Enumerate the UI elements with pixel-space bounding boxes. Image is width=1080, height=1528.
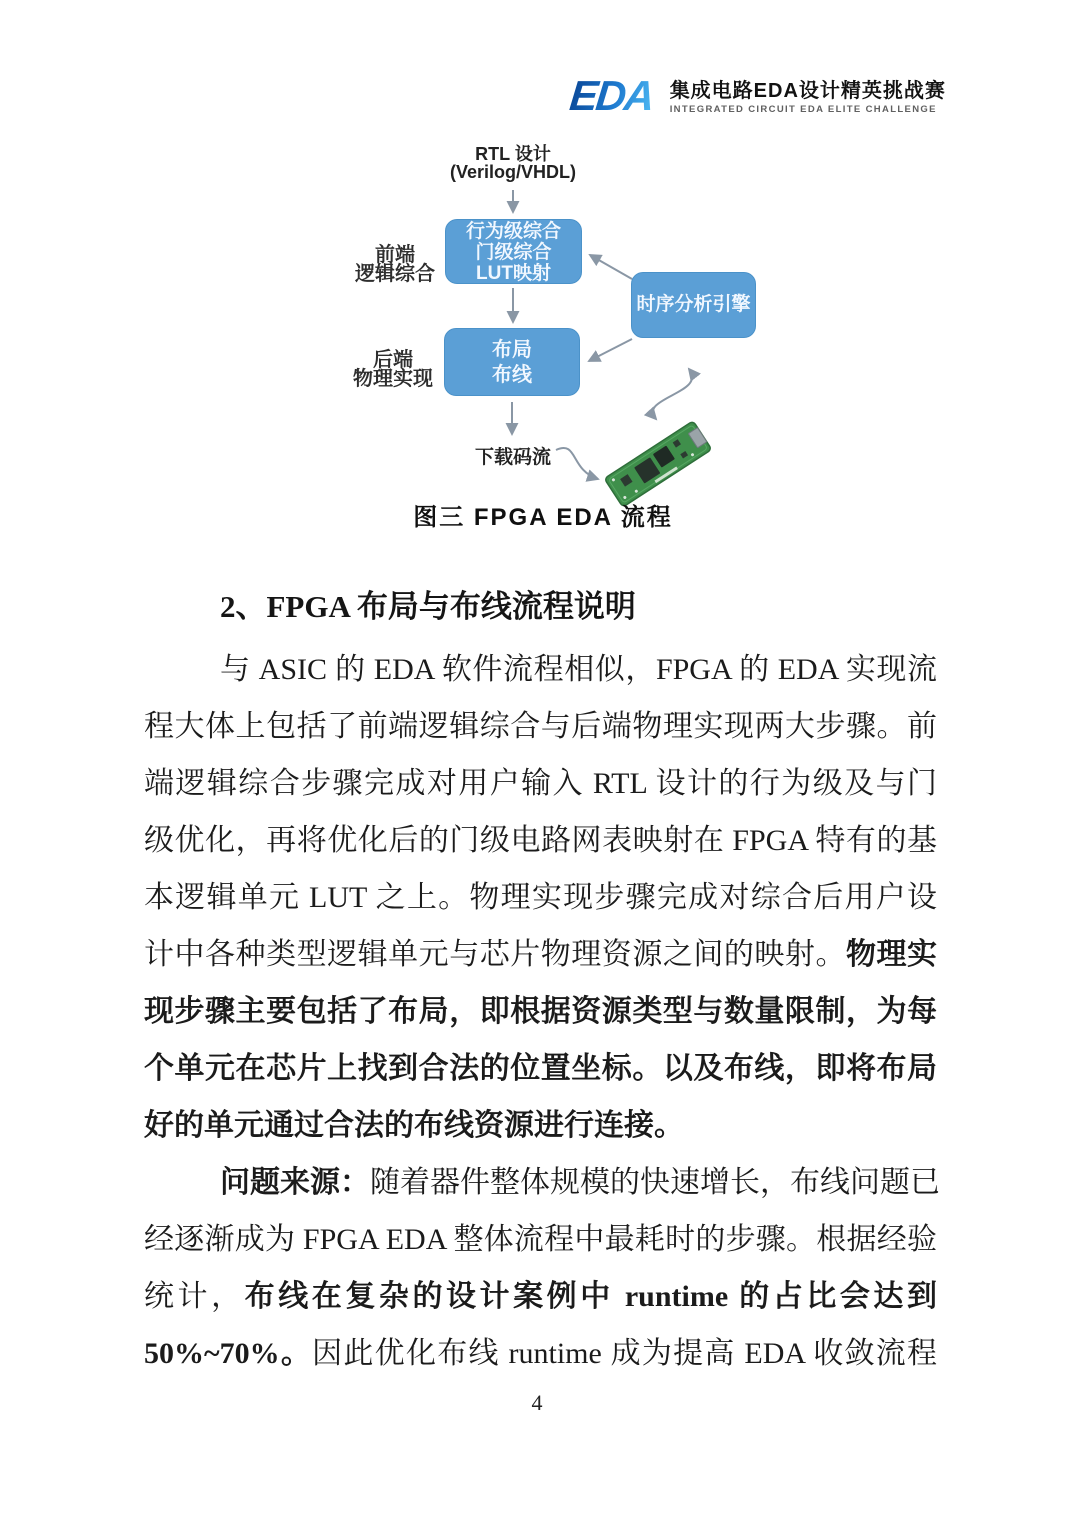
rtl-label-line2: (Verilog/VHDL)	[449, 162, 576, 182]
body-text-line: 50%~70%。因此优化布线 runtime 成为提高 EDA 收敛流程	[144, 1337, 937, 1370]
eda-logo: EDA	[567, 72, 656, 119]
body-text-line: 端逻辑综合步骤完成对用户输入 RTL 设计的行为级及与门	[144, 767, 937, 800]
fpga-board-image	[604, 421, 711, 507]
header-titles	[670, 76, 946, 115]
back-end-label	[343, 351, 443, 389]
body-text-line: 经逐渐成为 FPGA EDA 整体流程中最耗时的步骤。根据经验	[144, 1223, 937, 1256]
fpga-eda-flow-diagram	[340, 138, 800, 540]
body-text-line: 计中各种类型逻辑单元与芯片物理资源之间的映射。物理实	[144, 938, 938, 971]
header-title-cn: 集成电路EDA设计精英挑战赛	[669, 80, 946, 102]
arrow-board-timing-feedback	[653, 369, 693, 419]
body-text-line: 本逻辑单元 LUT 之上。物理实现步骤完成对综合后用户设	[144, 881, 937, 914]
arrow-timing-to-synthesis	[590, 255, 632, 279]
page-number: 4	[531, 1390, 543, 1415]
place-route-box-line1: 布局	[492, 339, 532, 361]
front-end-label	[345, 246, 445, 284]
body-text-line: 程大体上包括了前端逻辑综合与后端物理实现两大步骤。前	[144, 710, 937, 743]
synthesis-box-line3: LUT映射	[476, 263, 551, 284]
body-text-line: 现步骤主要包括了布局，即根据资源类型与数量限制，为每	[144, 995, 937, 1028]
synthesis-box	[445, 219, 582, 284]
rtl-design-label	[413, 145, 613, 181]
arrow-timing-to-pnr	[589, 339, 632, 361]
figure-caption: 图三 FPGA EDA 流程	[413, 504, 673, 531]
download-bitstream-label: 下载码流	[474, 447, 551, 468]
header-title-en: INTEGRATED CIRCUIT EDA ELITE CHALLENGE	[669, 104, 937, 115]
place-route-box-line2: 布线	[492, 364, 532, 386]
back-end-label-line1: 后端	[373, 349, 413, 371]
body-text-line: 个单元在芯片上找到合法的位置坐标。以及布线，即将布局	[144, 1052, 937, 1085]
body-text-line: 好的单元通过合法的布线资源进行连接。	[144, 1109, 684, 1142]
synthesis-box-line2: 门级综合	[475, 242, 552, 263]
back-end-label-line2: 物理实现	[353, 368, 433, 390]
header	[567, 72, 946, 119]
timing-analysis-box: 时序分析引擎	[631, 272, 756, 338]
place-route-box	[444, 328, 580, 396]
body-text-line: 与 ASIC 的 EDA 软件流程相似，FPGA 的 EDA 实现流	[220, 653, 937, 686]
front-end-label-line1: 前端	[375, 244, 415, 266]
body-text-line: 统计，布线在复杂的设计案例中 runtime 的占比会达到	[144, 1280, 937, 1313]
body-lines	[144, 641, 940, 1382]
front-end-label-line2: 逻辑综合	[355, 263, 435, 285]
synthesis-box-line1: 行为级综合	[465, 221, 561, 242]
body-text-line: 级优化，再将优化后的门级电路网表映射在 FPGA 特有的基	[144, 824, 937, 857]
section-heading: 2、FPGA 布局与布线流程说明	[220, 589, 636, 624]
rtl-label-line1: RTL 设计	[475, 144, 551, 164]
body-text-line: 问题来源：随着器件整体规模的快速增长，布线问题已	[220, 1166, 940, 1199]
